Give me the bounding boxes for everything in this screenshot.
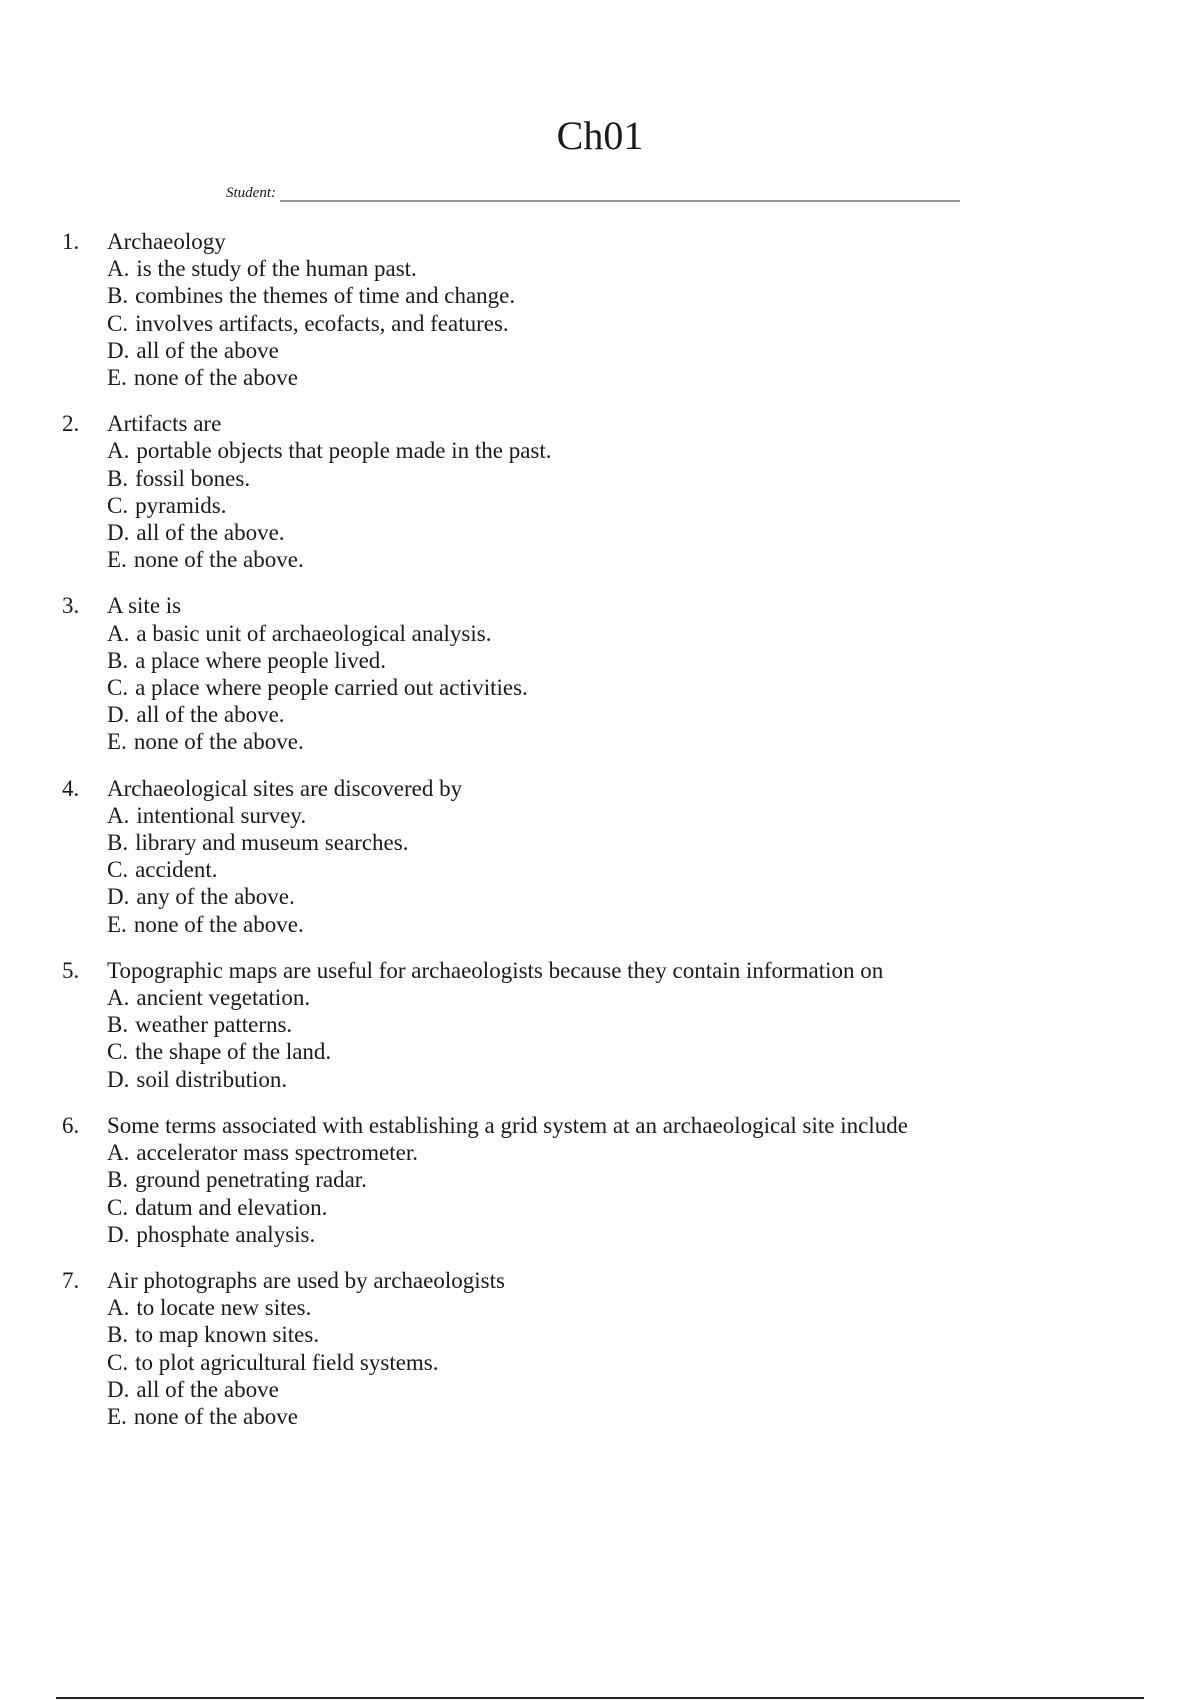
option-letter: D. <box>107 337 130 363</box>
option-text: a place where people carried out activities. <box>135 675 528 701</box>
student-label: Student: <box>226 185 276 201</box>
option-letter: A. <box>107 985 130 1011</box>
option-text: combines the themes of time and change. <box>135 283 516 309</box>
option-text: ancient vegetation. <box>136 985 311 1011</box>
answer-option <box>107 310 1142 337</box>
option-text: datum and elevation. <box>135 1194 328 1220</box>
option-letter: C. <box>107 1349 129 1375</box>
answer-option <box>107 1294 1142 1321</box>
option-letter: B. <box>107 647 129 673</box>
option-letter: B. <box>107 465 129 491</box>
answer-option <box>107 984 1142 1011</box>
option-text: ground penetrating radar. <box>135 1167 367 1193</box>
question-header <box>62 1112 1142 1139</box>
option-letter: B. <box>107 1012 129 1038</box>
option-text: all of the above <box>136 1376 279 1402</box>
option-letter: D. <box>107 1221 130 1247</box>
option-letter: A. <box>107 802 130 828</box>
question-stem: Air photographs are used by archaeologists <box>107 1267 505 1293</box>
answer-options <box>62 437 1142 573</box>
option-text: any of the above. <box>136 884 295 910</box>
option-letter: E. <box>107 729 127 755</box>
option-letter: C. <box>107 310 129 336</box>
answer-option <box>107 1066 1142 1093</box>
option-text: none of the above <box>133 1403 298 1429</box>
option-letter: E. <box>107 1403 127 1429</box>
answer-option <box>107 255 1142 282</box>
answer-option <box>107 1376 1142 1403</box>
option-letter: D. <box>107 702 130 728</box>
answer-option <box>107 1349 1142 1376</box>
question-4 <box>62 775 1142 938</box>
answer-option <box>107 1011 1142 1038</box>
question-number: 7. <box>62 1267 80 1293</box>
option-letter: B. <box>107 830 129 856</box>
option-text: accident. <box>135 857 218 883</box>
option-text: a place where people lived. <box>135 647 387 673</box>
option-text: to locate new sites. <box>136 1295 312 1321</box>
question-header <box>62 410 1142 437</box>
answer-option <box>107 364 1142 391</box>
option-text: fossil bones. <box>135 465 251 491</box>
question-stem: Some terms associated with establishing a grid system at an archaeological site include <box>107 1112 908 1138</box>
answer-option <box>107 1321 1142 1348</box>
option-text: all of the above <box>136 337 279 363</box>
option-letter: E. <box>107 365 127 391</box>
answer-option <box>107 701 1142 728</box>
option-text: weather patterns. <box>135 1012 293 1038</box>
option-text: library and museum searches. <box>135 830 409 856</box>
option-letter: C. <box>107 1194 129 1220</box>
question-1 <box>62 228 1142 391</box>
answer-option <box>107 465 1142 492</box>
answer-options <box>62 1294 1142 1430</box>
question-header <box>62 228 1142 255</box>
option-letter: B. <box>107 1167 129 1193</box>
option-letter: C. <box>107 492 129 518</box>
option-letter: C. <box>107 1039 129 1065</box>
student-name-line <box>280 200 960 202</box>
question-stem: A site is <box>107 593 182 619</box>
answer-options <box>62 620 1142 756</box>
answer-option <box>107 802 1142 829</box>
option-letter: A. <box>107 1295 130 1321</box>
answer-option <box>107 728 1142 755</box>
option-text: none of the above <box>133 365 298 391</box>
answer-option <box>107 620 1142 647</box>
answer-options <box>62 984 1142 1093</box>
question-2 <box>62 410 1142 573</box>
question-5 <box>62 957 1142 1093</box>
answer-option <box>107 437 1142 464</box>
option-text: pyramids. <box>135 492 227 518</box>
answer-option <box>107 674 1142 701</box>
answer-option <box>107 337 1142 364</box>
answer-option <box>107 1166 1142 1193</box>
answer-option <box>107 1194 1142 1221</box>
option-text: all of the above. <box>136 520 285 546</box>
answer-option <box>107 1139 1142 1166</box>
option-letter: D. <box>107 1066 130 1092</box>
page-title: Ch01 <box>556 113 644 158</box>
option-text: soil distribution. <box>136 1066 288 1092</box>
question-header <box>62 775 1142 802</box>
option-text: is the study of the human past. <box>136 256 417 282</box>
option-letter: A. <box>107 620 130 646</box>
question-stem: Topographic maps are useful for archaeologists because they contain information on <box>107 957 884 983</box>
answer-options <box>62 255 1142 391</box>
option-text: intentional survey. <box>136 802 307 828</box>
answer-option <box>107 829 1142 856</box>
option-letter: E. <box>107 911 127 937</box>
question-stem: Artifacts are <box>107 411 222 437</box>
question-stem: Archaeology <box>107 229 226 254</box>
question-number: 3. <box>62 593 80 619</box>
answer-option <box>107 1403 1142 1430</box>
question-number: 4. <box>62 775 80 801</box>
option-letter: B. <box>107 283 129 309</box>
option-letter: D. <box>107 884 130 910</box>
question-header <box>62 957 1142 984</box>
question-list <box>62 228 1142 1449</box>
option-letter: D. <box>107 520 130 546</box>
option-letter: D. <box>107 1376 130 1402</box>
answer-option <box>107 546 1142 573</box>
question-header <box>62 1267 1142 1294</box>
option-text: involves artifacts, ecofacts, and features. <box>135 310 509 336</box>
question-7 <box>62 1267 1142 1430</box>
answer-options <box>62 802 1142 938</box>
option-letter: C. <box>107 857 129 883</box>
question-header <box>62 592 1142 619</box>
option-text: to plot agricultural field systems. <box>135 1349 439 1375</box>
answer-option <box>107 519 1142 546</box>
question-number: 1. <box>62 229 80 254</box>
option-letter: C. <box>107 675 129 701</box>
answer-option <box>107 647 1142 674</box>
answer-option <box>107 856 1142 883</box>
question-number: 5. <box>62 957 80 983</box>
option-text: the shape of the land. <box>135 1039 332 1065</box>
option-text: portable objects that people made in the past. <box>136 438 552 464</box>
option-text: none of the above. <box>133 729 304 755</box>
answer-option <box>107 492 1142 519</box>
answer-option <box>107 1038 1142 1065</box>
option-text: none of the above. <box>133 547 304 573</box>
option-text: accelerator mass spectrometer. <box>136 1140 418 1166</box>
option-letter: A. <box>107 256 130 282</box>
question-number: 2. <box>62 411 80 437</box>
answer-option <box>107 883 1142 910</box>
option-text: none of the above. <box>133 911 304 937</box>
question-6 <box>62 1112 1142 1248</box>
answer-options <box>62 1139 1142 1248</box>
answer-option <box>107 911 1142 938</box>
option-letter: B. <box>107 1322 129 1348</box>
option-text: to map known sites. <box>135 1322 320 1348</box>
option-text: phosphate analysis. <box>136 1221 316 1247</box>
question-3 <box>62 592 1142 755</box>
option-text: a basic unit of archaeological analysis. <box>136 620 492 646</box>
student-name-field <box>226 183 960 203</box>
answer-option <box>107 282 1142 309</box>
option-letter: E. <box>107 547 127 573</box>
question-number: 6. <box>62 1112 80 1138</box>
question-stem: Archaeological sites are discovered by <box>107 775 463 801</box>
option-letter: A. <box>107 1140 130 1166</box>
option-text: all of the above. <box>136 702 285 728</box>
answer-option <box>107 1221 1142 1248</box>
footer-rule <box>56 1697 1144 1699</box>
option-letter: A. <box>107 438 130 464</box>
